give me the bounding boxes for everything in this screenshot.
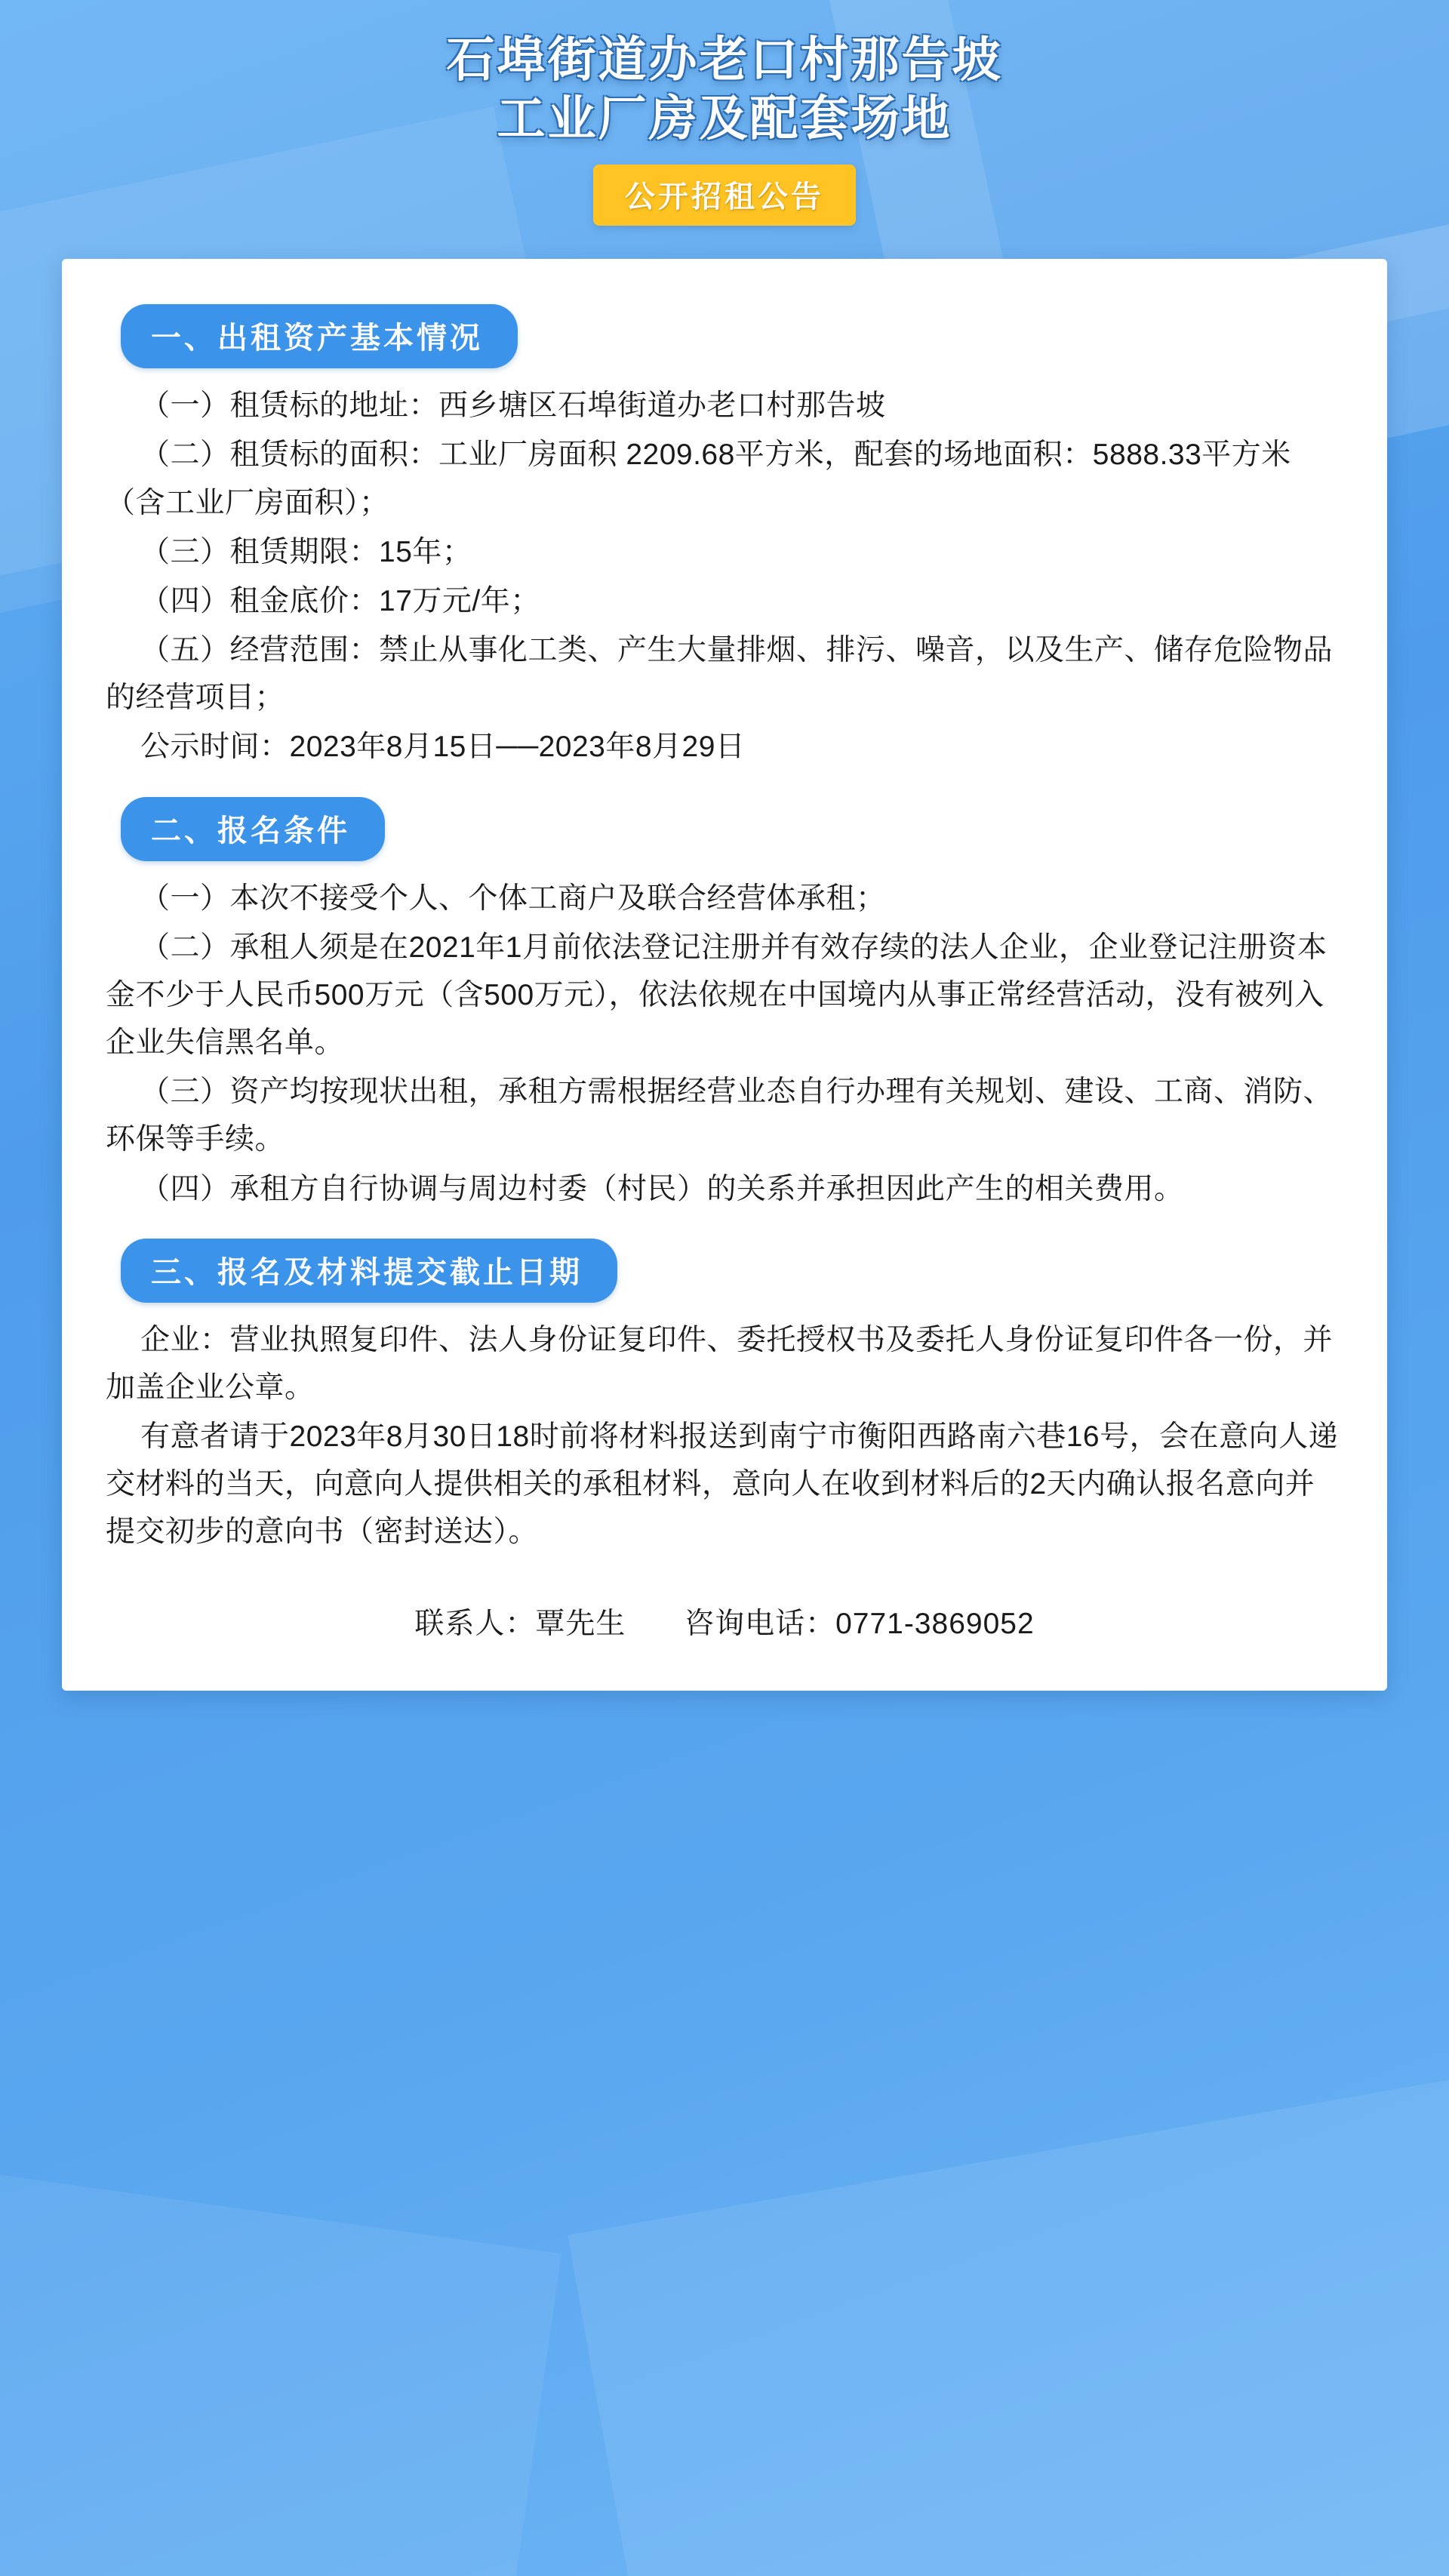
subtitle-badge: 公开招租公告 — [593, 165, 856, 226]
background-shape-4 — [568, 2051, 1449, 2576]
section-2-paragraph-2: （二）承租人须是在2021年1月前依法登记注册并有效存续的法人企业，企业登记注册资本金不少于人民币500万元（含500万元），依法依规在中国境内从事正常经营活动，没有被列入企业失信黑名单。 — [106, 931, 1327, 1060]
subtitle-wrapper — [0, 165, 1449, 226]
section-1-paragraph-2: （二）租赁标的面积：工业厂房面积 2209.68平方米，配套的场地面积：5888.33平方米（含工业厂房面积）； — [106, 439, 1291, 519]
section-heading-1: 一、出租资产基本情况 — [121, 304, 518, 368]
section-heading-2: 二、报名条件 — [121, 797, 385, 861]
poster-header — [0, 0, 1449, 226]
section-1-paragraph-5: （五）经营范围：禁止从事化工类、产生大量排烟、排污、噪音，以及生产、储存危险物品的经营项目； — [106, 634, 1334, 715]
section-1-paragraph-3: （三）租赁期限：15年； — [140, 535, 472, 568]
section-1-paragraph-6: 公示时间：2023年8月15日──2023年8月29日 — [140, 731, 746, 764]
section-2-paragraph-1: （一）本次不接受个人、个体工商户及联合经营体承租； — [140, 882, 886, 915]
section-application-conditions — [106, 785, 1343, 1213]
section-heading-3: 三、报名及材料提交截止日期 — [121, 1239, 617, 1303]
section-deadline — [106, 1226, 1343, 1556]
page-title-line-1: 石埠街道办老口村那告坡 — [446, 32, 1003, 87]
background-shape-5 — [0, 2149, 561, 2576]
page-title-line-2: 工业厂房及配套场地 — [497, 91, 952, 146]
section-basic-info — [106, 292, 1343, 771]
section-1-paragraph-1: （一）租赁标的地址：西乡塘区石埠街道办老口村那告坡 — [140, 389, 886, 423]
section-2-paragraph-4: （四）承租方自行协调与周边村委（村民）的关系并承担因此产生的相关费用。 — [140, 1172, 1184, 1205]
content-card — [62, 259, 1387, 1690]
section-3-paragraph-1: 企业：营业执照复印件、法人身份证复印件、委托授权书及委托人身份证复印件各一份，并加盖企业公章。 — [106, 1323, 1334, 1404]
section-1-paragraph-4: （四）租金底价：17万元/年； — [140, 584, 540, 617]
contact-person: 联系人：覃先生 — [414, 1607, 626, 1640]
section-2-paragraph-3: （三）资产均按现状出租，承租方需根据经营业态自行办理有关规划、建设、工商、消防、环保等手续。 — [106, 1076, 1334, 1156]
bottom-spacer — [0, 1691, 1449, 1736]
contact-phone: 咨询电话：0771-3869052 — [685, 1607, 1035, 1640]
section-3-paragraph-2: 有意者请于2023年8月30日18时前将材料报送到南宁市衡阳西路南六巷16号，会在意向人递交材料的当天，向意向人提供相关的承租材料，意向人在收到材料后的2天内确认报名意向并提交初步的意向书（密封送达）。 — [106, 1420, 1339, 1549]
contact-line — [106, 1600, 1343, 1642]
